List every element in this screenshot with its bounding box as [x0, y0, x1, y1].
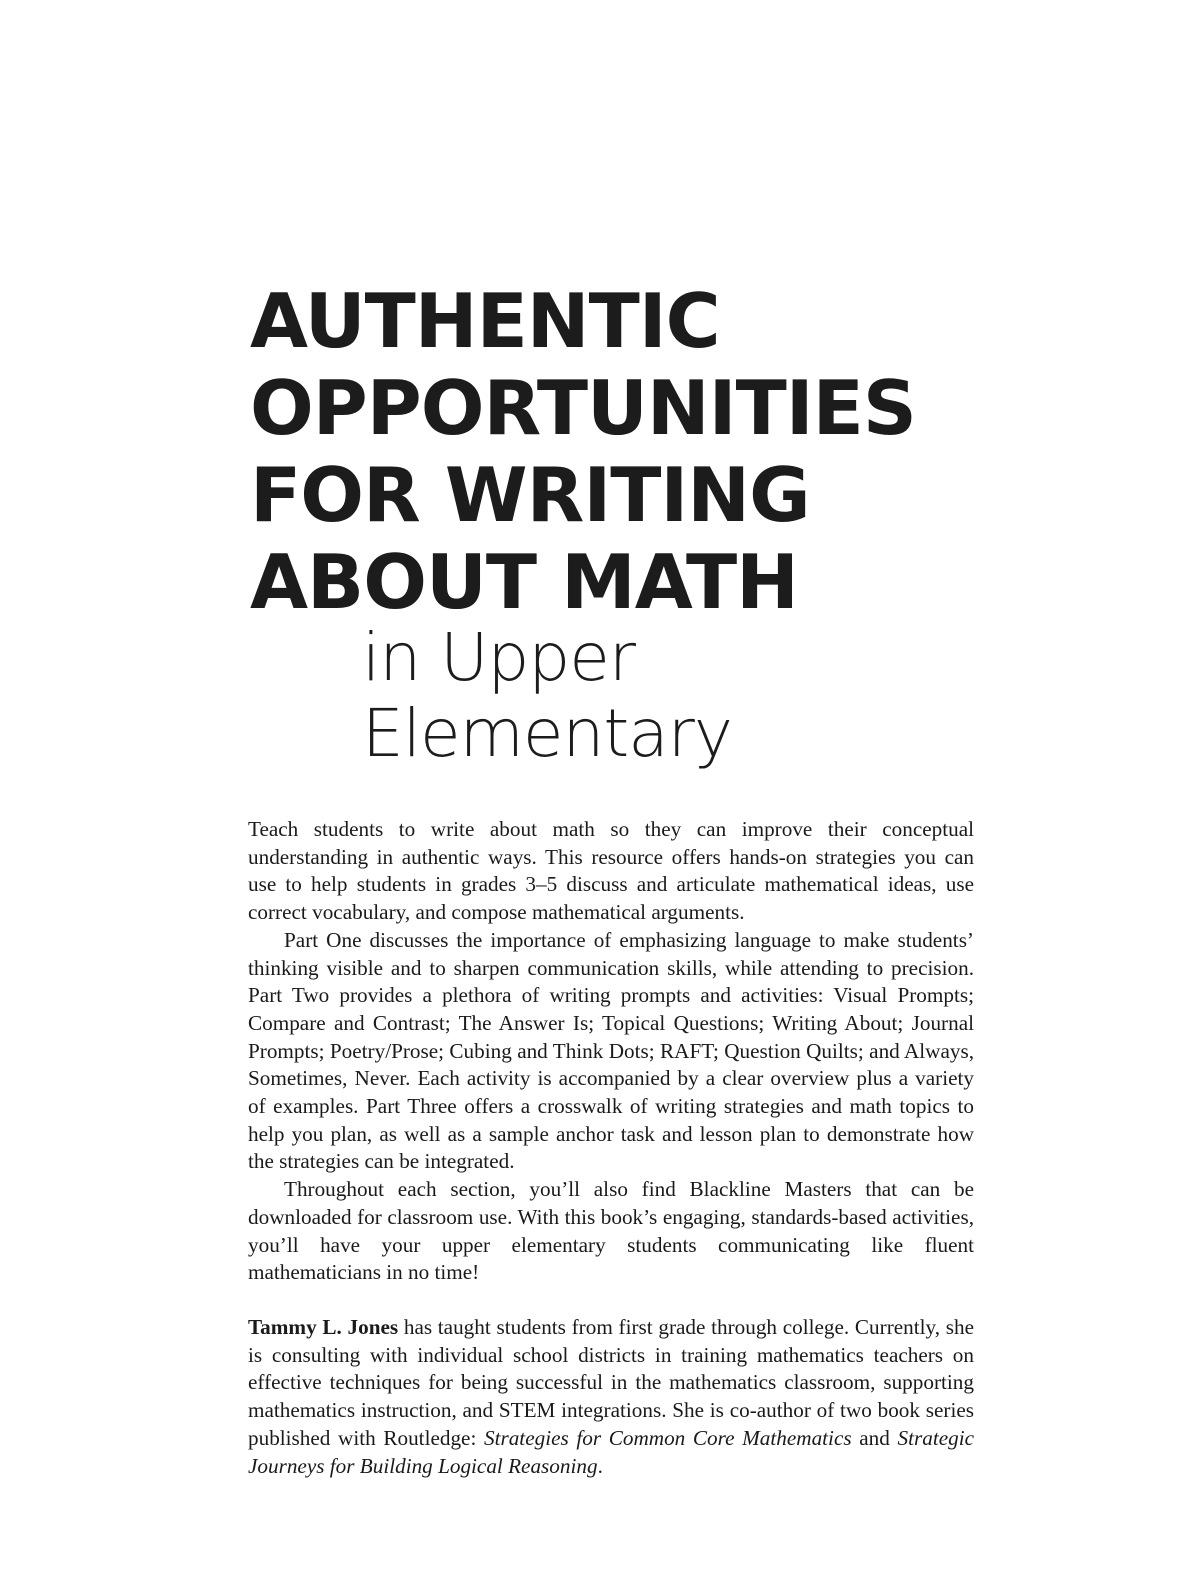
book-title	[250, 278, 1010, 626]
title-line-1: AUTHENTIC	[250, 277, 720, 365]
author-name: Tammy L. Jones	[248, 1315, 399, 1339]
book-series-1: Strategies for Common Core Mathematics	[483, 1425, 852, 1450]
book-subtitle	[362, 620, 1002, 772]
title-line-2: OPPORTUNITIES	[250, 364, 916, 452]
description-paragraph-3: Throughout each section, you’ll also find Blackline Masters that can be downloaded for classroom use. With this book’s engaging, standards-based activities, you’ll have your upper elementary students communicating like fluent mathematicians in no time!	[248, 1177, 974, 1285]
subtitle-line-2: Elementary	[362, 695, 732, 772]
subtitle-line-1: in Upper	[362, 619, 635, 696]
book-description	[248, 816, 974, 1287]
description-paragraph-2: Part One discusses the importance of emphasizing language to make students’ thinking visible and to sharpen communication skills, while attending to precision. Part Two provides a plethora of writing prompts and activities: Visual Prompts; Compare and Contrast; The Answer Is; Topical Questions; Writing About; Journal Prompts; Poetry/Prose; Cubing and Think Dots; RAFT; Question Quilts; and Always, Sometimes, Never. Each activity is accompanied by a clear overview plus a variety of examples. Part Three offers a crosswalk of writing strategies and math topics to help you plan, as well as a sample anchor task and lesson plan to demonstrate how the strategies can be integrated.	[248, 927, 974, 1174]
book-series-2: Strategic Journeys for Building Logical Reasoning	[248, 1425, 974, 1478]
author-bio-connector: and	[851, 1425, 898, 1450]
title-line-4: ABOUT MATH	[250, 538, 798, 626]
author-bio	[248, 1314, 974, 1480]
description-paragraph-1: Teach students to write about math so they can improve their conceptual understanding in authentic ways. This resource offers hands-on strategies you can use to help students in grades 3–5 discuss and articulate mathematical ideas, use correct vocabulary, and compose mathematical arguments.	[248, 817, 974, 925]
title-line-3: FOR WRITING	[250, 451, 810, 539]
author-bio-ending: .	[597, 1453, 603, 1478]
author-bio-text: has taught students from first grade through college. Currently, she is consulting with individual school districts in training mathematics teachers on effective techniques for being successful in the mathematics classroom, supporting mathematics instruction, and STEM integrations. She is co-author of two book series published with Routledge:	[248, 1315, 974, 1450]
